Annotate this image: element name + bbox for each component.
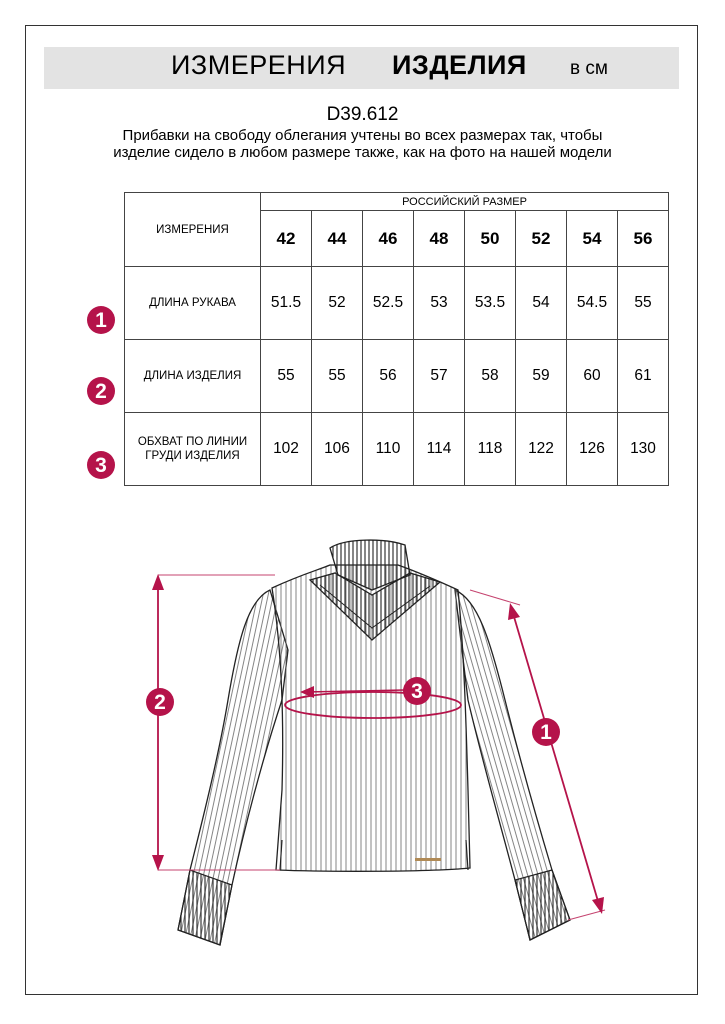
cell-value: 58 — [465, 340, 516, 413]
size-system-label: РОССИЙСКИЙ РАЗМЕР — [261, 193, 669, 211]
cell-value: 60 — [567, 340, 618, 413]
cell-value: 51.5 — [261, 267, 312, 340]
cell-value: 52 — [312, 267, 363, 340]
size-header: 50 — [465, 211, 516, 267]
title-garment: ИЗДЕЛИЯ — [392, 50, 527, 80]
title-measurements: ИЗМЕРЕНИЯ — [171, 50, 347, 80]
cell-value: 56 — [363, 340, 414, 413]
cell-value: 61 — [618, 340, 669, 413]
cell-value: 55 — [618, 267, 669, 340]
size-header: 44 — [312, 211, 363, 267]
row-number-badge: 3 — [87, 451, 115, 479]
cell-value: 55 — [261, 340, 312, 413]
cell-value: 54 — [516, 267, 567, 340]
title-units: в см — [570, 58, 608, 79]
size-header: 46 — [363, 211, 414, 267]
cell-value: 52.5 — [363, 267, 414, 340]
cell-value: 59 — [516, 340, 567, 413]
cell-value: 57 — [414, 340, 465, 413]
size-header: 42 — [261, 211, 312, 267]
size-header: 52 — [516, 211, 567, 267]
cell-value: 55 — [312, 340, 363, 413]
row-label: ДЛИНА ИЗДЕЛИЯ — [125, 340, 261, 413]
cell-value: 130 — [618, 413, 669, 486]
fit-note: Прибавки на свободу облегания учтены во всех размерах так, чтобы изделие сидело в любом размере также, как на фото на нашей модели — [113, 127, 612, 161]
measurements-header: ИЗМЕРЕНИЯ — [125, 193, 261, 267]
cell-value: 106 — [312, 413, 363, 486]
sleeve-marker: 1 — [532, 718, 560, 746]
size-header: 56 — [618, 211, 669, 267]
cell-value: 114 — [414, 413, 465, 486]
product-code: D39.612 — [326, 104, 399, 125]
cell-value: 53.5 — [465, 267, 516, 340]
length-marker: 2 — [146, 688, 174, 716]
cell-value: 53 — [414, 267, 465, 340]
row-label: ОБХВАТ ПО ЛИНИИ ГРУДИ ИЗДЕЛИЯ — [125, 413, 261, 486]
right-cuff — [515, 870, 570, 940]
row-label: ДЛИНА РУКАВА — [125, 267, 261, 340]
row-number-badge: 1 — [87, 306, 115, 334]
row-number-badge: 2 — [87, 377, 115, 405]
cell-value: 110 — [363, 413, 414, 486]
label-tag — [415, 858, 441, 861]
cell-value: 54.5 — [567, 267, 618, 340]
size-header: 48 — [414, 211, 465, 267]
size-header: 54 — [567, 211, 618, 267]
cell-value: 122 — [516, 413, 567, 486]
chest-marker: 3 — [403, 677, 431, 705]
cell-value: 126 — [567, 413, 618, 486]
cell-value: 118 — [465, 413, 516, 486]
cell-value: 102 — [261, 413, 312, 486]
